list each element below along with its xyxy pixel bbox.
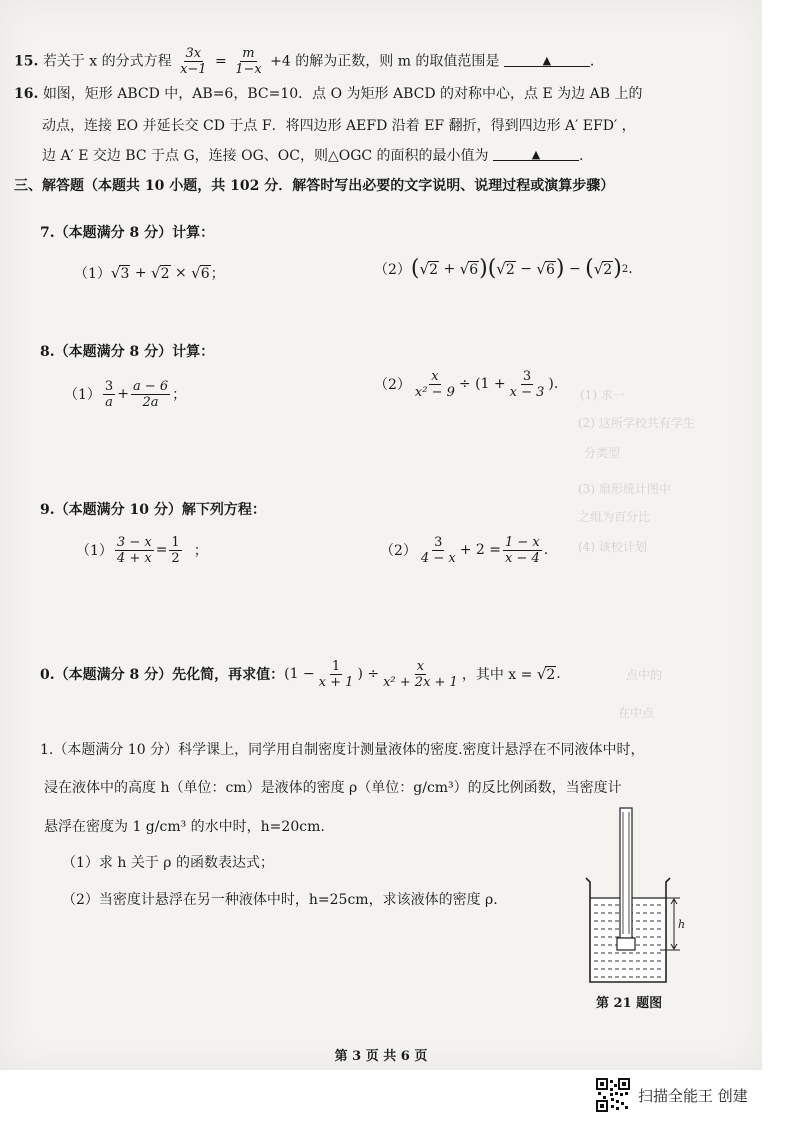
question-number: 15. bbox=[14, 53, 39, 70]
operator: ÷ (1 + bbox=[458, 376, 506, 392]
blank-marker: ▲ bbox=[542, 53, 552, 67]
part-label: （2） bbox=[374, 262, 411, 278]
question-21-line: 悬浮在密度为 1 g/cm³ 的水中时，h=20cm. bbox=[44, 819, 325, 835]
numerator: a − 6 bbox=[132, 378, 169, 394]
figure-h-label: h bbox=[678, 918, 686, 931]
punctuation: . bbox=[556, 666, 561, 682]
hydrometer-figure bbox=[582, 800, 692, 990]
numerator: 3 bbox=[434, 534, 443, 550]
question-15 bbox=[14, 46, 594, 77]
scanner-label: 扫描全能王 创建 bbox=[638, 1086, 748, 1105]
question-21-part1: （1）求 h 关于 ρ 的函数表达式； bbox=[62, 855, 274, 871]
question-text: 动点，连接 EO 并延长交 CD 于点 F．将四边形 AEFD 沿着 EF 翻折，得到四边形 A′ EFD′ ， bbox=[42, 118, 636, 134]
punctuation: . bbox=[628, 261, 633, 277]
denominator: x² − 9 bbox=[414, 384, 455, 400]
bleed-text: 之组为百分比 bbox=[578, 510, 651, 524]
numerator: 3 bbox=[104, 378, 114, 394]
numerator: m bbox=[242, 46, 255, 61]
question-21-line: 浸在液体中的高度 h（单位：cm）是液体的密度 ρ（单位：g/cm³）的反比例函数，当密度计 bbox=[44, 780, 622, 796]
q18-part2 bbox=[374, 364, 558, 404]
bleed-text: (3) 扇形统计图中 bbox=[578, 482, 671, 496]
section-title: 三、解答题（本题共 10 小题，共 102 分．解答时写出必要的文字说明、说理过程或演算步骤） bbox=[14, 178, 615, 194]
fraction bbox=[233, 46, 264, 77]
answer-blank[interactable] bbox=[493, 144, 579, 161]
equals-sign: = bbox=[155, 542, 168, 558]
operator: + bbox=[117, 386, 129, 402]
denominator: x − 3 bbox=[509, 384, 545, 400]
bleed-text: 分类型 bbox=[584, 446, 621, 460]
question-text: ，其中 x = bbox=[461, 667, 533, 683]
scanner-watermark bbox=[596, 1078, 748, 1112]
denominator: x − 4 bbox=[504, 550, 540, 566]
equals-sign: = bbox=[215, 53, 227, 70]
numerator: 3 − x bbox=[116, 534, 152, 550]
denominator: a bbox=[105, 394, 113, 410]
fraction bbox=[178, 46, 209, 77]
question-text: +4 的解为正数，则 m 的取值范围是 bbox=[270, 53, 500, 70]
denominator: 4 − x bbox=[420, 550, 456, 566]
denominator: 1−x bbox=[235, 62, 262, 77]
question-text: 0.（本题满分 8 分）先化简，再求值： bbox=[40, 667, 285, 683]
denominator: x−1 bbox=[180, 62, 207, 77]
bleed-text: (4) 该校计划 bbox=[578, 540, 647, 554]
question-18-head: 8.（本题满分 8 分）计算： bbox=[40, 344, 215, 360]
page-footer: 第 3 页 共 6 页 bbox=[334, 1049, 428, 1064]
denominator: x + 1 bbox=[318, 674, 354, 690]
part-label: （1） bbox=[64, 387, 101, 403]
punctuation: ； bbox=[172, 387, 187, 403]
bleed-text: 点中的 bbox=[626, 668, 663, 682]
part-label: （1） bbox=[76, 543, 113, 559]
numerator: 1 bbox=[331, 658, 341, 674]
punctuation: . bbox=[579, 148, 584, 164]
answer-blank[interactable] bbox=[504, 50, 590, 67]
question-16 bbox=[14, 84, 642, 104]
numerator: 1 − x bbox=[504, 534, 540, 550]
question-16-line bbox=[42, 116, 636, 136]
question-number: 16. bbox=[14, 86, 39, 102]
part-label: （1） bbox=[74, 266, 111, 282]
q17-part2: （2） ( √ 2 + √ 6 )( √ 2 − √ 6 ) − ( √ 2 ) 2 . bbox=[374, 256, 633, 281]
q17-part1: （1） √ 3 + √ 2 × √ 6 ； bbox=[74, 264, 225, 282]
qr-code-icon bbox=[596, 1078, 630, 1112]
question-16-line bbox=[42, 146, 583, 166]
question-20: 0.（本题满分 8 分）先化简，再求值： (1 − $\frac{1}{x + 1}$ ) ÷ $\frac{x}{\text{x² + 2x + 1}}$ ，其中 x = √ 2 . bbox=[40, 658, 561, 690]
numerator: 3 bbox=[522, 368, 532, 384]
q18-part1 bbox=[64, 374, 186, 414]
denominator: 2 bbox=[171, 550, 180, 566]
part-label: （2） bbox=[380, 543, 417, 559]
punctuation: ； bbox=[210, 266, 225, 282]
punctuation: . bbox=[589, 53, 595, 70]
operator: + 2 = bbox=[459, 542, 501, 558]
question-text: 边 A′ E 交边 BC 于点 G，连接 OG、OC，则△OGC 的面积的最小值为 bbox=[42, 148, 489, 164]
operator: (1 − bbox=[284, 666, 315, 682]
numerator: 1 bbox=[171, 534, 180, 550]
denominator: 4 + x bbox=[116, 550, 152, 566]
figure-caption: 第 21 题图 bbox=[596, 996, 663, 1011]
bleed-text: (1) 求一 bbox=[580, 388, 625, 402]
q19-part1 bbox=[76, 530, 208, 570]
denominator: x² + 2x + 1 bbox=[383, 674, 458, 690]
denominator: 2a bbox=[142, 394, 159, 410]
punctuation: ； bbox=[193, 543, 208, 559]
bleed-text: 在中点 bbox=[618, 706, 655, 720]
question-21-part2: （2）当密度计悬浮在另一种液体中时，h=25cm，求该液体的密度 ρ. bbox=[62, 892, 498, 908]
numerator: x bbox=[431, 368, 439, 384]
question-text: 如图，矩形 ABCD 中，AB=6，BC=10．点 O 为矩形 ABCD 的对称中心，点 E 为边 AB 上的 bbox=[42, 86, 643, 102]
punctuation: . bbox=[543, 542, 549, 558]
question-text: 若关于 x 的分式方程 bbox=[42, 53, 172, 70]
question-17-head: 7.（本题满分 8 分）计算： bbox=[40, 225, 215, 241]
operator: ) ÷ bbox=[357, 666, 380, 682]
q19-part2 bbox=[380, 530, 548, 570]
question-21: 1.（本题满分 10 分）科学课上，同学用自制密度计测量液体的密度.密度计悬浮在不同液体中时， bbox=[40, 742, 645, 758]
numerator: x bbox=[416, 658, 425, 674]
blank-marker: ▲ bbox=[531, 148, 541, 161]
part-label: （2） bbox=[374, 377, 411, 393]
numerator: 3x bbox=[185, 46, 202, 61]
question-19-head: 9.（本题满分 10 分）解下列方程： bbox=[40, 502, 266, 518]
punctuation: ). bbox=[548, 376, 559, 392]
bleed-text: (2) 这所学校共有学生 bbox=[578, 416, 695, 430]
